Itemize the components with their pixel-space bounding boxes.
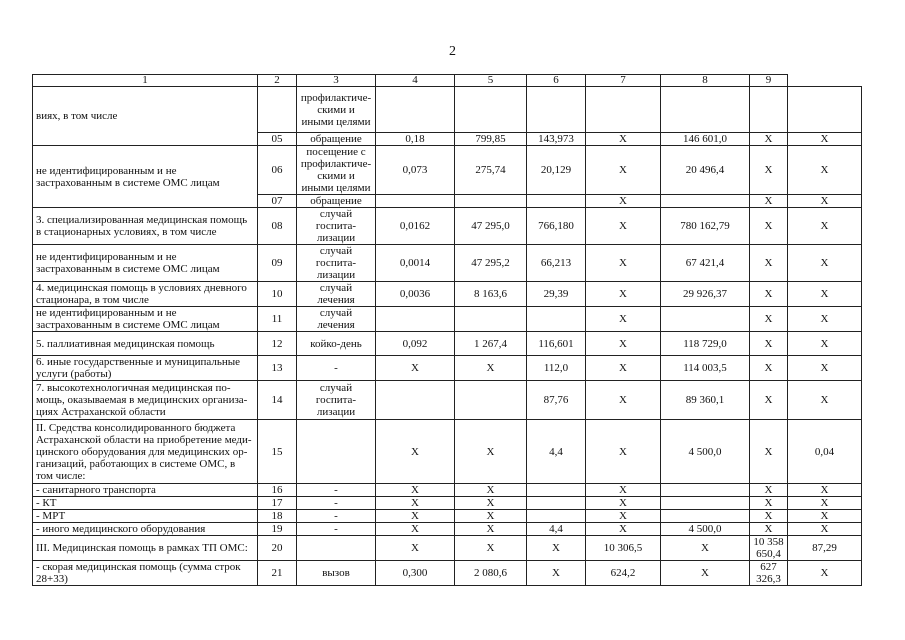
col-8-cell: X (750, 208, 788, 245)
col-4-cell: X (455, 536, 527, 561)
col-4-cell: X (455, 356, 527, 381)
col-5-cell: X (527, 536, 586, 561)
col-3-cell (376, 87, 455, 133)
unit-cell (297, 420, 376, 484)
col-5-cell: 20,129 (527, 146, 586, 195)
row-code-cell: 12 (258, 332, 297, 356)
header-cell: 3 (297, 75, 376, 87)
table-row (33, 561, 862, 586)
col-7-cell: 20 496,4 (661, 146, 750, 195)
row-name-cell: II. Средства консолидированного бюджета Астраханской области на приобретение меди-цинского оборудования для медицинских ор-ганизаций, работающих в системе ОМС, в том числе: (33, 420, 258, 484)
col-6-cell: X (586, 195, 661, 208)
col-3-cell: X (376, 484, 455, 497)
unit-cell: - (297, 484, 376, 497)
row-name-cell: не идентифицированным и не застрахованным в системе ОМС лицам (33, 307, 258, 332)
col-3-cell: 0,0162 (376, 208, 455, 245)
col-8-cell: X (750, 146, 788, 195)
row-name-cell: - МРТ (33, 510, 258, 523)
col-8-cell: X (750, 332, 788, 356)
header-cell: 8 (661, 75, 750, 87)
row-code-cell: 19 (258, 523, 297, 536)
row-name-cell: III. Медицинская помощь в рамках ТП ОМС: (33, 536, 258, 561)
col-9-cell (788, 87, 862, 133)
row-name-cell: - КТ (33, 497, 258, 510)
col-4-cell (455, 307, 527, 332)
col-7-cell (661, 484, 750, 497)
col-4-cell (455, 381, 527, 420)
row-code-cell: 11 (258, 307, 297, 332)
table-row (33, 208, 862, 245)
unit-cell: случай госпита-лизации (297, 208, 376, 245)
col-6-cell: X (586, 332, 661, 356)
col-3-cell: 0,0036 (376, 282, 455, 307)
col-8-cell: X (750, 484, 788, 497)
col-7-cell: 4 500,0 (661, 420, 750, 484)
unit-cell (297, 536, 376, 561)
col-6-cell: X (586, 356, 661, 381)
col-6-cell: X (586, 497, 661, 510)
col-6-cell: 624,2 (586, 561, 661, 586)
col-4-cell (455, 87, 527, 133)
col-8-cell: X (750, 497, 788, 510)
row-code-cell: 05 (258, 133, 297, 146)
unit-cell: обращение (297, 133, 376, 146)
col-3-cell: 0,0014 (376, 245, 455, 282)
col-5-cell (527, 497, 586, 510)
col-9-cell: X (788, 307, 862, 332)
col-5-cell: 4,4 (527, 420, 586, 484)
col-7-cell (661, 307, 750, 332)
table-row (33, 536, 862, 561)
col-6-cell: X (586, 484, 661, 497)
col-9-cell: X (788, 523, 862, 536)
col-6-cell: X (586, 307, 661, 332)
header-cell: 5 (455, 75, 527, 87)
col-6-cell: X (586, 523, 661, 536)
row-code-cell: 13 (258, 356, 297, 381)
table-row (33, 523, 862, 536)
col-5-cell: 116,601 (527, 332, 586, 356)
col-3-cell (376, 307, 455, 332)
col-8-cell: X (750, 381, 788, 420)
col-9-cell: X (788, 484, 862, 497)
table-row (33, 87, 862, 133)
col-4-cell: 799,85 (455, 133, 527, 146)
col-9-cell: X (788, 133, 862, 146)
col-9-cell: X (788, 356, 862, 381)
col-5-cell: 112,0 (527, 356, 586, 381)
col-5-cell: X (527, 561, 586, 586)
col-5-cell: 87,76 (527, 381, 586, 420)
row-name-cell: - иного медицинского оборудования (33, 523, 258, 536)
row-code-cell: 07 (258, 195, 297, 208)
col-6-cell: 10 306,5 (586, 536, 661, 561)
col-7-cell: X (661, 536, 750, 561)
row-code-cell: 09 (258, 245, 297, 282)
row-code-cell: 17 (258, 497, 297, 510)
col-9-cell: 87,29 (788, 536, 862, 561)
unit-cell: обращение (297, 195, 376, 208)
table-row (33, 356, 862, 381)
col-5-cell (527, 195, 586, 208)
row-name-cell: не идентифицированным и не застрахованным в системе ОМС лицам (33, 245, 258, 282)
col-8-cell (750, 87, 788, 133)
header-row (33, 75, 862, 87)
col-3-cell: X (376, 510, 455, 523)
col-7-cell: X (661, 561, 750, 586)
row-name-cell: 5. паллиативная медицинская помощь (33, 332, 258, 356)
col-9-cell: X (788, 208, 862, 245)
table-row (33, 497, 862, 510)
table-row (33, 420, 862, 484)
col-7-cell (661, 195, 750, 208)
col-8-cell: X (750, 245, 788, 282)
col-7-cell: 4 500,0 (661, 523, 750, 536)
unit-cell: случай лечения (297, 307, 376, 332)
unit-cell: вызов (297, 561, 376, 586)
col-5-cell: 29,39 (527, 282, 586, 307)
row-name-cell: не идентифицированным и не застрахованным в системе ОМС лицам (33, 146, 258, 208)
col-6-cell: X (586, 510, 661, 523)
col-3-cell: 0,092 (376, 332, 455, 356)
col-4-cell (455, 195, 527, 208)
col-3-cell: X (376, 536, 455, 561)
col-4-cell: X (455, 510, 527, 523)
col-8-cell: X (750, 195, 788, 208)
col-9-cell: X (788, 510, 862, 523)
unit-cell: - (297, 510, 376, 523)
unit-cell: - (297, 523, 376, 536)
col-7-cell (661, 510, 750, 523)
col-3-cell: X (376, 420, 455, 484)
col-5-cell (527, 510, 586, 523)
col-3-cell: X (376, 497, 455, 510)
row-code-cell (258, 87, 297, 133)
row-name-cell: 3. специализированная медицинская помощь в стационарных условиях, в том числе (33, 208, 258, 245)
col-3-cell: X (376, 523, 455, 536)
col-5-cell (527, 307, 586, 332)
col-4-cell: 8 163,6 (455, 282, 527, 307)
col-8-cell: X (750, 356, 788, 381)
col-9-cell: 0,04 (788, 420, 862, 484)
table-row (33, 146, 862, 195)
header-cell: 6 (527, 75, 586, 87)
col-5-cell: 66,213 (527, 245, 586, 282)
col-7-cell (661, 497, 750, 510)
col-8-cell: X (750, 523, 788, 536)
col-8-cell: X (750, 420, 788, 484)
header-cell: 4 (376, 75, 455, 87)
col-5-cell (527, 484, 586, 497)
unit-cell: - (297, 356, 376, 381)
col-8-cell: X (750, 282, 788, 307)
header-cell: 1 (33, 75, 258, 87)
col-5-cell: 143,973 (527, 133, 586, 146)
page-number: 2 (449, 44, 456, 59)
col-4-cell: X (455, 420, 527, 484)
table-row (33, 484, 862, 497)
col-9-cell: X (788, 332, 862, 356)
col-7-cell: 780 162,79 (661, 208, 750, 245)
col-7-cell: 146 601,0 (661, 133, 750, 146)
col-4-cell: 1 267,4 (455, 332, 527, 356)
col-4-cell: X (455, 497, 527, 510)
col-4-cell: X (455, 484, 527, 497)
row-code-cell: 16 (258, 484, 297, 497)
col-8-cell: X (750, 510, 788, 523)
col-5-cell: 766,180 (527, 208, 586, 245)
col-3-cell (376, 381, 455, 420)
col-4-cell: X (455, 523, 527, 536)
col-6-cell: X (586, 133, 661, 146)
row-code-cell: 15 (258, 420, 297, 484)
table-row (33, 510, 862, 523)
col-7-cell: 114 003,5 (661, 356, 750, 381)
col-8-cell: 10 358 650,4 (750, 536, 788, 561)
row-code-cell: 10 (258, 282, 297, 307)
row-name-cell: - скорая медицинская помощь (сумма строк 28+33) (33, 561, 258, 586)
unit-cell: посещение с профилактиче-скими и иными целями (297, 146, 376, 195)
row-name-cell: - санитарного транспорта (33, 484, 258, 497)
header-cell: 2 (258, 75, 297, 87)
row-name-cell: 4. медицинская помощь в условиях дневного стационара, в том числе (33, 282, 258, 307)
col-9-cell: X (788, 282, 862, 307)
col-9-cell: X (788, 497, 862, 510)
table-row (33, 245, 862, 282)
col-9-cell: X (788, 195, 862, 208)
row-name-cell: виях, в том числе (33, 87, 258, 146)
col-6-cell: X (586, 146, 661, 195)
col-6-cell (586, 87, 661, 133)
col-9-cell: X (788, 245, 862, 282)
col-3-cell: 0,18 (376, 133, 455, 146)
row-code-cell: 06 (258, 146, 297, 195)
table-row (33, 381, 862, 420)
col-3-cell: X (376, 356, 455, 381)
col-5-cell: 4,4 (527, 523, 586, 536)
col-8-cell: X (750, 133, 788, 146)
unit-cell: профилактиче-скими и иными целями (297, 87, 376, 133)
row-code-cell: 14 (258, 381, 297, 420)
col-9-cell: X (788, 146, 862, 195)
row-name-cell: 7. высокотехнологичная медицинская по-мощь, оказываемая в медицинских организа-циях Астраханской области (33, 381, 258, 420)
col-9-cell: X (788, 561, 862, 586)
col-8-cell: X (750, 307, 788, 332)
col-6-cell: X (586, 208, 661, 245)
col-9-cell: X (788, 381, 862, 420)
col-6-cell: X (586, 381, 661, 420)
col-6-cell: X (586, 282, 661, 307)
row-code-cell: 18 (258, 510, 297, 523)
row-code-cell: 20 (258, 536, 297, 561)
table-row (33, 307, 862, 332)
header-cell: 7 (586, 75, 661, 87)
col-3-cell (376, 195, 455, 208)
col-7-cell (661, 87, 750, 133)
col-4-cell: 47 295,2 (455, 245, 527, 282)
col-6-cell: X (586, 420, 661, 484)
header-cell: 9 (750, 75, 788, 87)
col-4-cell: 275,74 (455, 146, 527, 195)
table-row (33, 332, 862, 356)
col-7-cell: 29 926,37 (661, 282, 750, 307)
col-8-cell: 627 326,3 (750, 561, 788, 586)
col-5-cell (527, 87, 586, 133)
col-7-cell: 89 360,1 (661, 381, 750, 420)
table-row (33, 282, 862, 307)
unit-cell: случай лечения (297, 282, 376, 307)
row-name-cell: 6. иные государственные и муниципальные услуги (работы) (33, 356, 258, 381)
unit-cell: - (297, 497, 376, 510)
data-table (32, 74, 862, 586)
col-4-cell: 2 080,6 (455, 561, 527, 586)
col-7-cell: 67 421,4 (661, 245, 750, 282)
col-7-cell: 118 729,0 (661, 332, 750, 356)
col-3-cell: 0,300 (376, 561, 455, 586)
unit-cell: койко-день (297, 332, 376, 356)
col-3-cell: 0,073 (376, 146, 455, 195)
row-code-cell: 21 (258, 561, 297, 586)
col-6-cell: X (586, 245, 661, 282)
row-code-cell: 08 (258, 208, 297, 245)
col-4-cell: 47 295,0 (455, 208, 527, 245)
unit-cell: случай госпита-лизации (297, 381, 376, 420)
unit-cell: случай госпита-лизации (297, 245, 376, 282)
